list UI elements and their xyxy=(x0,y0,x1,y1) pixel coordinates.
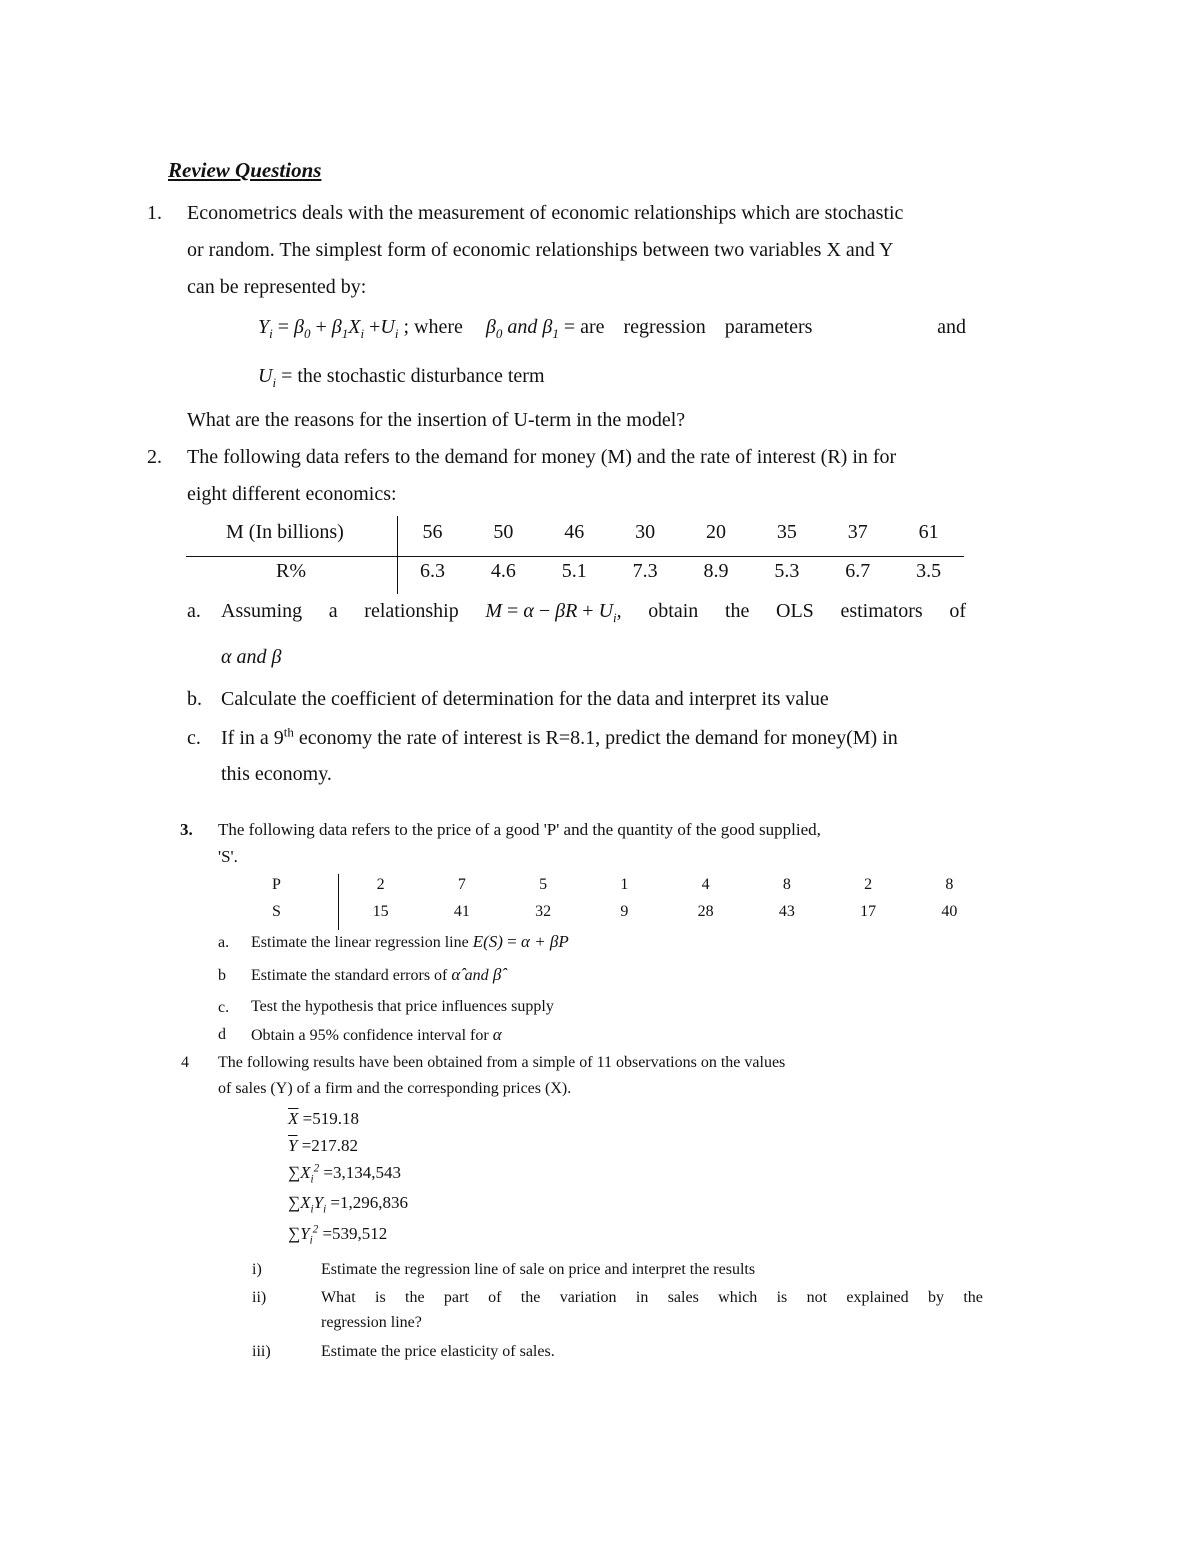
q4-sum-x2: $\sum X_i^2 =3,134,543$ xyxy=(288,1162,401,1186)
q2-row2-cell: 7.3 xyxy=(632,560,658,582)
q4-sum-y2-value: =539,512 xyxy=(322,1224,388,1243)
q4ii-word: is xyxy=(375,1289,386,1306)
q2a-word: a xyxy=(328,600,338,622)
q3-row2-cell: 15 xyxy=(372,903,389,920)
q3-row2-cell: 17 xyxy=(860,903,877,920)
q1-question: What are the reasons for the insertion of U-term in the model? xyxy=(187,409,686,431)
q2a-word: relationship xyxy=(364,600,459,622)
q1-number: 1. xyxy=(147,202,162,224)
q3-row2-label: S xyxy=(272,903,281,920)
q3a-text: Estimate the linear regression line E(S) = α + βP xyxy=(251,932,569,951)
q2a-word: obtain xyxy=(648,600,699,622)
q4ii-line1 xyxy=(321,1289,983,1307)
q2-row1-cell: 61 xyxy=(918,521,939,543)
q3a-label: a. xyxy=(218,934,230,951)
u-desc: = the stochastic disturbance term xyxy=(281,365,545,387)
q1-equation: $Y_i = \beta_0 + \beta_1X_i +U_i$ ; where $\beta_0$ and $\beta_1$ = are regression parameters and xyxy=(258,316,966,341)
q2-row1-values xyxy=(397,521,964,544)
q2a-word: the xyxy=(724,600,750,622)
q4-line1: The following results have been obtained from a simple of 11 observations on the values xyxy=(218,1054,786,1071)
q3-row2-cell: 32 xyxy=(535,903,552,920)
q4ii-word: which xyxy=(718,1289,758,1306)
q2c-line2: this economy. xyxy=(221,763,332,785)
q3-row1-cell: 4 xyxy=(701,876,710,893)
q3c-text: Test the hypothesis that price influences supply xyxy=(251,998,554,1015)
q2-row2-values xyxy=(397,560,964,583)
eq-and2: and xyxy=(937,316,966,338)
q3-row1-values xyxy=(340,876,990,894)
q4ii-word: variation xyxy=(559,1289,617,1306)
q3-row1-cell: 8 xyxy=(945,876,954,893)
q4ii-word: by xyxy=(927,1289,944,1306)
q2-row2-label: R% xyxy=(276,560,306,582)
q2-number: 2. xyxy=(147,446,162,468)
q3-row1-cell: 8 xyxy=(782,876,791,893)
q4ii-word: the xyxy=(520,1289,541,1306)
q2a-word: Assuming xyxy=(221,600,303,622)
q2-row1-cell: 30 xyxy=(635,521,656,543)
q3-row1-cell: 1 xyxy=(620,876,629,893)
q4ii-word: is xyxy=(776,1289,788,1306)
q4iii-label: iii) xyxy=(252,1343,271,1360)
q3-row2-cell: 43 xyxy=(778,903,795,920)
q2-row1-cell: 50 xyxy=(493,521,514,543)
q1-u-definition: $U_i$ = the stochastic disturbance term xyxy=(258,365,545,390)
q4ii-line2: regression line? xyxy=(321,1314,422,1331)
q4i-label: i) xyxy=(252,1261,262,1278)
eq-where: ; where xyxy=(403,316,463,338)
q4-sum-x2-value: =3,134,543 xyxy=(323,1163,401,1182)
q1-line1-text: Econometrics deals with the measurement of economic relationships which are stochastic xyxy=(187,202,904,224)
q4iii-text: Estimate the price elasticity of sales. xyxy=(321,1343,555,1360)
eq-regression: regression xyxy=(623,316,706,338)
q3a-text-body: Estimate the linear regression line xyxy=(251,934,469,951)
q2b-text: Calculate the coefficient of determination for the data and interpret its value xyxy=(221,688,829,710)
q3-number: 3. xyxy=(180,820,193,839)
q3d-text: Obtain a 95% confidence interval for α xyxy=(251,1025,502,1044)
q2-row1-label: M (In billions) xyxy=(226,521,344,543)
q2c-sup: th xyxy=(283,724,294,740)
q2-row2-cell: 5.3 xyxy=(774,560,800,582)
q3-row1-cell: 2 xyxy=(376,876,385,893)
q2-line1: The following data refers to the demand for money (M) and the rate of interest (R) in for xyxy=(187,446,897,468)
eq-and: and xyxy=(507,316,538,338)
q4-xbar: $\overline{X} =519.18$ xyxy=(288,1109,359,1128)
q3-line1: The following data refers to the price of a good 'P' and the quantity of the good supplied, xyxy=(218,820,821,839)
q4i-text: Estimate the regression line of sale on price and interpret the results xyxy=(321,1261,756,1278)
q4-xbar-value: =519.18 xyxy=(302,1109,359,1128)
q4ii-word: part xyxy=(443,1289,469,1306)
q1-line2: or random. The simplest form of economic relationships between two variables X and Y xyxy=(187,239,894,261)
q4ii-word: the xyxy=(963,1289,983,1306)
q2-row2-cell: 3.5 xyxy=(916,560,942,582)
q2a-line1 xyxy=(221,600,966,623)
q2-row2-cell: 5.1 xyxy=(561,560,587,582)
q4ii-word: sales xyxy=(667,1289,699,1306)
q3b-text: Estimate the standard errors of α̂ and β̂ xyxy=(251,965,502,984)
q4ii-word: not xyxy=(806,1289,828,1306)
q2a-word: estimators xyxy=(840,600,923,622)
q3-row1-label: P xyxy=(272,876,281,893)
q3b-and: and xyxy=(464,967,489,984)
page-title: Review Questions xyxy=(168,158,322,182)
q3-row2-cell: 41 xyxy=(453,903,470,920)
q3c-label: c. xyxy=(218,999,230,1016)
q2-row1-cell: 20 xyxy=(705,521,726,543)
q2-data-table xyxy=(186,516,964,594)
q3-row1-cell: 7 xyxy=(457,876,466,893)
q4-line2: of sales (Y) of a firm and the corresponding prices (X). xyxy=(218,1080,572,1097)
q4-ybar-value: =217.82 xyxy=(301,1136,359,1155)
q2a-word: of xyxy=(949,600,966,622)
q4ii-word: of xyxy=(488,1289,502,1306)
q2a-label: a. xyxy=(187,600,201,622)
q2c-label: c. xyxy=(187,727,201,749)
q4-sum-xy-value: =1,296,836 xyxy=(330,1193,408,1212)
q3-line2: 'S'. xyxy=(218,847,238,866)
q3-row1-cell: 5 xyxy=(539,876,548,893)
q3b-label: b xyxy=(218,967,226,984)
q2-row2-cell: 4.6 xyxy=(490,560,516,582)
q2-row2-cell: 6.3 xyxy=(419,560,445,582)
q2a-word: OLS xyxy=(776,600,814,622)
q3-row2-cell: 40 xyxy=(941,903,958,920)
q2c-pre: If in a 9 xyxy=(221,727,284,749)
q2c-post: economy the rate of interest is R=8.1, predict the demand for money(M) in xyxy=(293,727,898,749)
q3-row1-cell: 2 xyxy=(864,876,873,893)
q2-row1-cell: 46 xyxy=(564,521,585,543)
q2a-line2: α and β xyxy=(221,646,282,668)
q2b-label: b. xyxy=(187,688,202,710)
q2-row1-cell: 35 xyxy=(776,521,797,543)
q3-row2-cell: 9 xyxy=(620,903,629,920)
q3d-text-body: Obtain a 95% confidence interval for xyxy=(251,1027,489,1044)
q4-sum-xy: $\sum X_iY_i =1,296,836$ xyxy=(288,1193,408,1216)
q4-number: 4 xyxy=(181,1054,189,1071)
q3d-label: d xyxy=(218,1026,226,1043)
q1-line3: can be represented by: xyxy=(187,276,367,298)
q2-row1-cell: 56 xyxy=(422,521,443,543)
q2a-relationship-eq: $M = \alpha - \beta R + U_i$, xyxy=(485,600,622,625)
q3-row2-values xyxy=(340,903,990,921)
q2a-and: and xyxy=(236,646,267,668)
q2-line2: eight different economics: xyxy=(187,483,397,505)
q3-row2-cell: 28 xyxy=(697,903,714,920)
q4ii-word: the xyxy=(405,1289,425,1306)
q3-data-table xyxy=(250,872,980,930)
q4ii-word: explained xyxy=(846,1289,909,1306)
q4-sum-y2: $\sum Y_i^2 =539,512$ xyxy=(288,1223,388,1247)
q2-row1-cell: 37 xyxy=(847,521,868,543)
q2c-text xyxy=(221,724,898,750)
eq-are: = are xyxy=(563,316,605,338)
q2-row2-cell: 8.9 xyxy=(703,560,729,582)
q2-row2-cell: 6.7 xyxy=(845,560,871,582)
q4ii-word: What xyxy=(321,1289,356,1306)
q3b-text-body: Estimate the standard errors of xyxy=(251,967,448,984)
q4-ybar: $\overline{Y} =217.82$ xyxy=(288,1136,359,1155)
q4ii-label: ii) xyxy=(252,1289,267,1306)
q4ii-word: in xyxy=(635,1289,649,1306)
eq-parameters: parameters xyxy=(724,316,813,338)
q1-line1 xyxy=(187,202,966,225)
